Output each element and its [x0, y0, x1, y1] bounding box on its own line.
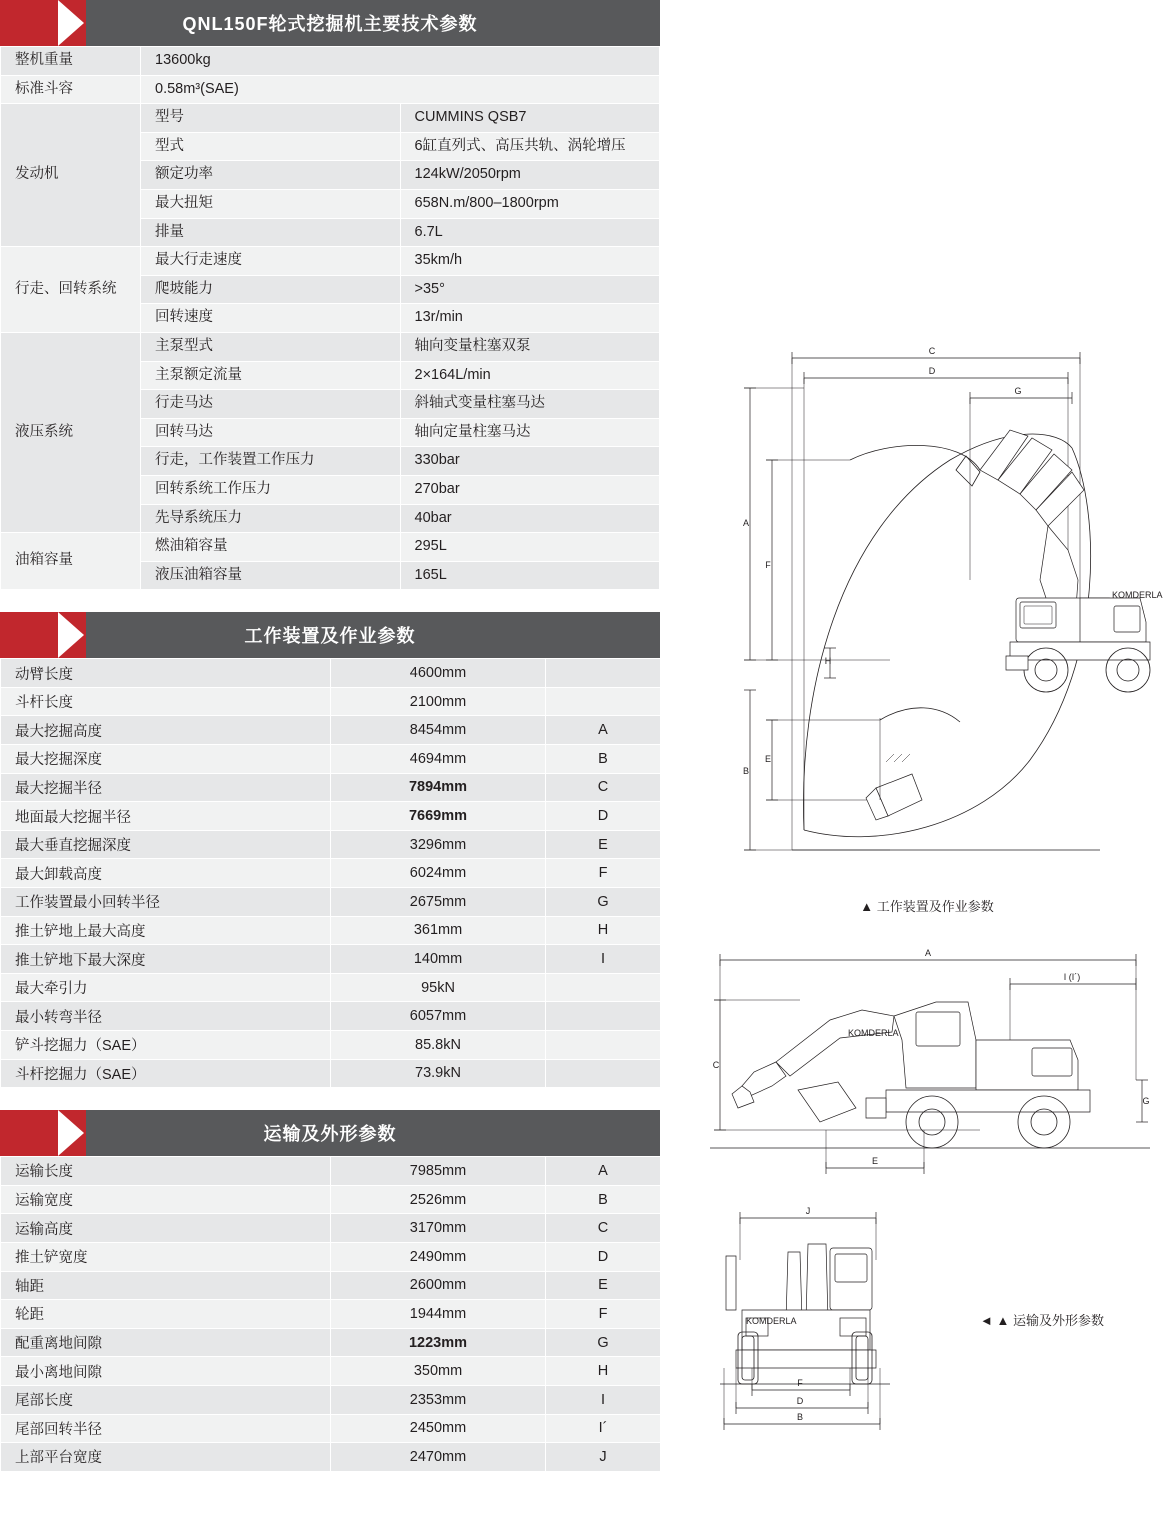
figure-working-range: [680, 330, 1174, 915]
section-work-params: [0, 612, 660, 1088]
row-value: 4600mm: [331, 659, 546, 688]
row-label: 运输长度: [1, 1157, 331, 1186]
row-label: 运输高度: [1, 1214, 331, 1243]
dim-label-j: J: [805, 1206, 811, 1216]
row-value: 轴向变量柱塞双泵: [400, 332, 660, 361]
row-group-label: 油箱容量: [1, 533, 141, 590]
section-transport-params: [0, 1110, 660, 1472]
row-value: 斜轴式变量柱塞马达: [400, 390, 660, 419]
row-sublabel: 主泵型式: [141, 332, 401, 361]
row-value: 2490mm: [331, 1242, 546, 1271]
row-code: [546, 1002, 661, 1031]
row-code: G: [546, 1328, 661, 1357]
row-sublabel: 排量: [141, 218, 401, 247]
transport-side-drawing: [680, 940, 1174, 1190]
row-value: 0.58m³(SAE): [141, 75, 660, 104]
row-code: E: [546, 1271, 661, 1300]
table-row: [1, 687, 661, 716]
row-code: B: [546, 1185, 661, 1214]
row-code: A: [546, 1157, 661, 1186]
row-code: E: [546, 830, 661, 859]
header-wedge: [58, 612, 84, 658]
row-value: 13600kg: [141, 47, 660, 76]
table-transport-params: [0, 1156, 661, 1472]
row-value: 2353mm: [331, 1385, 546, 1414]
row-value: 13r/min: [400, 304, 660, 333]
row-value: 1223mm: [331, 1328, 546, 1357]
row-value: 2×164L/min: [400, 361, 660, 390]
row-code: J: [546, 1443, 661, 1472]
row-code: C: [546, 773, 661, 802]
table-row: [1, 1185, 661, 1214]
row-value: 4694mm: [331, 745, 546, 774]
figure3-caption: ◄ ▲ 运输及外形参数: [980, 1313, 1104, 1328]
table-row: [1, 104, 660, 133]
dim-label-e: E: [764, 754, 772, 764]
table-work-params: [0, 658, 661, 1088]
table-row: [1, 1385, 661, 1414]
row-label: 标准斗容: [1, 75, 141, 104]
row-sublabel: 行走，工作装置工作压力: [141, 447, 401, 476]
section-header-work-params: [0, 612, 660, 658]
table-row: [1, 659, 661, 688]
row-value: 35km/h: [400, 247, 660, 276]
row-group-label: 行走、回转系统: [1, 247, 141, 333]
brand-label-3: KOMDERLA: [746, 1316, 797, 1326]
table-row: [1, 247, 660, 276]
row-label: 推土铲地下最大深度: [1, 945, 331, 974]
row-value: 350mm: [331, 1357, 546, 1386]
row-value: 270bar: [400, 475, 660, 504]
row-value: 2675mm: [331, 888, 546, 917]
row-value: 7669mm: [331, 802, 546, 831]
row-code: [546, 687, 661, 716]
table-row: [1, 830, 661, 859]
row-value: 40bar: [400, 504, 660, 533]
figure1-caption: ▲ 工作装置及作业参数: [860, 899, 994, 914]
row-label: 推土铲地上最大高度: [1, 916, 331, 945]
row-label: 工作装置最小回转半径: [1, 888, 331, 917]
section-main-specs: [0, 0, 660, 590]
header-wedge: [58, 0, 84, 46]
row-label: 最大挖掘深度: [1, 745, 331, 774]
table-row: [1, 1214, 661, 1243]
dim-label-f3: F: [797, 1378, 803, 1388]
dim-label-f: F: [765, 560, 771, 570]
row-sublabel: 最大行走速度: [141, 247, 401, 276]
table-row: [1, 745, 661, 774]
section-title-main-specs: QNL150F轮式挖掘机主要技术参数: [182, 14, 478, 34]
row-value: >35°: [400, 275, 660, 304]
dim-label-d: D: [928, 366, 936, 376]
row-code: F: [546, 1300, 661, 1329]
row-sublabel: 型号: [141, 104, 401, 133]
spacer: [0, 590, 660, 612]
row-value: 140mm: [331, 945, 546, 974]
row-value: 330bar: [400, 447, 660, 476]
row-code: [546, 973, 661, 1002]
row-sublabel: 型式: [141, 132, 401, 161]
dim-label-g: G: [1014, 386, 1022, 396]
row-label: 最小离地间隙: [1, 1357, 331, 1386]
section-header-transport-params: [0, 1110, 660, 1156]
row-value: 6024mm: [331, 859, 546, 888]
row-value: 124kW/2050rpm: [400, 161, 660, 190]
row-label: 斗杆长度: [1, 687, 331, 716]
row-code: I: [546, 945, 661, 974]
row-code: I´: [546, 1414, 661, 1443]
row-value: 2100mm: [331, 687, 546, 716]
row-code: A: [546, 716, 661, 745]
row-value: 7985mm: [331, 1157, 546, 1186]
row-sublabel: 最大扭矩: [141, 189, 401, 218]
section-title-transport-params: 运输及外形参数: [263, 1124, 397, 1145]
dim-label-b: B: [742, 766, 750, 776]
dim-label-a2: A: [924, 948, 932, 958]
dim-label-d3: D: [796, 1396, 804, 1406]
row-value: CUMMINS QSB7: [400, 104, 660, 133]
row-value: 3296mm: [331, 830, 546, 859]
row-label: 尾部长度: [1, 1385, 331, 1414]
row-label: 上部平台宽度: [1, 1443, 331, 1472]
table-row: [1, 1002, 661, 1031]
row-value: 2450mm: [331, 1414, 546, 1443]
row-value: 85.8kN: [331, 1031, 546, 1060]
table-row: [1, 1031, 661, 1060]
table-row: [1, 1328, 661, 1357]
row-value: 8454mm: [331, 716, 546, 745]
dim-label-a: A: [742, 518, 750, 528]
table-row: [1, 945, 661, 974]
table-row: [1, 773, 661, 802]
row-group-label: 液压系统: [1, 332, 141, 532]
dim-label-e2: E: [871, 1156, 879, 1166]
table-row: [1, 332, 660, 361]
row-label: 轮距: [1, 1300, 331, 1329]
row-label: 轴距: [1, 1271, 331, 1300]
row-code: G: [546, 888, 661, 917]
row-code: F: [546, 859, 661, 888]
table-row: [1, 888, 661, 917]
section-title-work-params: 工作装置及作业参数: [244, 626, 416, 647]
row-sublabel: 燃油箱容量: [141, 533, 401, 562]
row-sublabel: 回转马达: [141, 418, 401, 447]
table-row: [1, 1059, 661, 1088]
row-value: 658N.m/800–1800rpm: [400, 189, 660, 218]
row-value: 3170mm: [331, 1214, 546, 1243]
row-group-label: 发动机: [1, 104, 141, 247]
row-value: 1944mm: [331, 1300, 546, 1329]
row-value: 95kN: [331, 973, 546, 1002]
table-row: [1, 1271, 661, 1300]
table-row: [1, 1300, 661, 1329]
dim-label-i: I (I´): [1063, 972, 1081, 982]
row-code: [546, 1059, 661, 1088]
row-code: C: [546, 1214, 661, 1243]
row-value: 2526mm: [331, 1185, 546, 1214]
row-value: 轴向定量柱塞马达: [400, 418, 660, 447]
row-label: 最大卸载高度: [1, 859, 331, 888]
row-sublabel: 行走马达: [141, 390, 401, 419]
row-code: D: [546, 1242, 661, 1271]
row-sublabel: 爬坡能力: [141, 275, 401, 304]
row-value: 6缸直列式、高压共轨、涡轮增压: [400, 132, 660, 161]
table-row: [1, 47, 660, 76]
table-main-specs: [0, 46, 660, 590]
table-row: [1, 1414, 661, 1443]
table-row: [1, 973, 661, 1002]
dim-label-c2: C: [712, 1060, 720, 1070]
table-row: [1, 859, 661, 888]
dim-label-h: H: [824, 656, 832, 666]
row-value: 361mm: [331, 916, 546, 945]
row-label: 最大牵引力: [1, 973, 331, 1002]
table-row: [1, 1357, 661, 1386]
row-value: 165L: [400, 561, 660, 590]
row-label: 配重离地间隙: [1, 1328, 331, 1357]
row-value: 295L: [400, 533, 660, 562]
row-sublabel: 回转速度: [141, 304, 401, 333]
section-header-main-specs: [0, 0, 660, 46]
row-label: 铲斗挖掘力（SAE）: [1, 1031, 331, 1060]
table-row: [1, 1443, 661, 1472]
row-code: D: [546, 802, 661, 831]
dim-label-g2: G: [1142, 1096, 1150, 1106]
row-sublabel: 回转系统工作压力: [141, 475, 401, 504]
row-label: 尾部回转半径: [1, 1414, 331, 1443]
dim-label-c: C: [928, 346, 936, 356]
row-label: 动臂长度: [1, 659, 331, 688]
table-row: [1, 1242, 661, 1271]
row-sublabel: 液压油箱容量: [141, 561, 401, 590]
row-value: 6057mm: [331, 1002, 546, 1031]
right-column-figures: [680, 0, 1174, 1526]
row-code: B: [546, 745, 661, 774]
row-code: H: [546, 916, 661, 945]
row-label: 最大垂直挖掘深度: [1, 830, 331, 859]
row-label: 最大挖掘半径: [1, 773, 331, 802]
row-sublabel: 先导系统压力: [141, 504, 401, 533]
table-row: [1, 716, 661, 745]
row-code: H: [546, 1357, 661, 1386]
row-value: 7894mm: [331, 773, 546, 802]
row-value: 73.9kN: [331, 1059, 546, 1088]
table-row: [1, 533, 660, 562]
row-label: 运输宽度: [1, 1185, 331, 1214]
row-sublabel: 额定功率: [141, 161, 401, 190]
row-value: 2470mm: [331, 1443, 546, 1472]
row-label: 最小转弯半径: [1, 1002, 331, 1031]
row-code: [546, 659, 661, 688]
row-label: 斗杆挖掘力（SAE）: [1, 1059, 331, 1088]
row-label: 最大挖掘高度: [1, 716, 331, 745]
table-row: [1, 916, 661, 945]
table-row: [1, 75, 660, 104]
brand-label-2: KOMDERLA: [848, 1028, 899, 1038]
row-label: 整机重量: [1, 47, 141, 76]
working-range-drawing: [680, 330, 1174, 890]
row-label: 推土铲宽度: [1, 1242, 331, 1271]
header-wedge: [58, 1110, 84, 1156]
row-sublabel: 主泵额定流量: [141, 361, 401, 390]
table-row: [1, 802, 661, 831]
row-code: I: [546, 1385, 661, 1414]
row-value: 6.7L: [400, 218, 660, 247]
row-label: 地面最大挖掘半径: [1, 802, 331, 831]
row-value: 2600mm: [331, 1271, 546, 1300]
row-code: [546, 1031, 661, 1060]
dim-label-b3: B: [796, 1412, 804, 1422]
figure-transport-side: [680, 940, 1174, 1190]
table-row: [1, 1157, 661, 1186]
spacer: [0, 1088, 660, 1110]
brand-label: KOMDERLA: [1112, 590, 1163, 600]
